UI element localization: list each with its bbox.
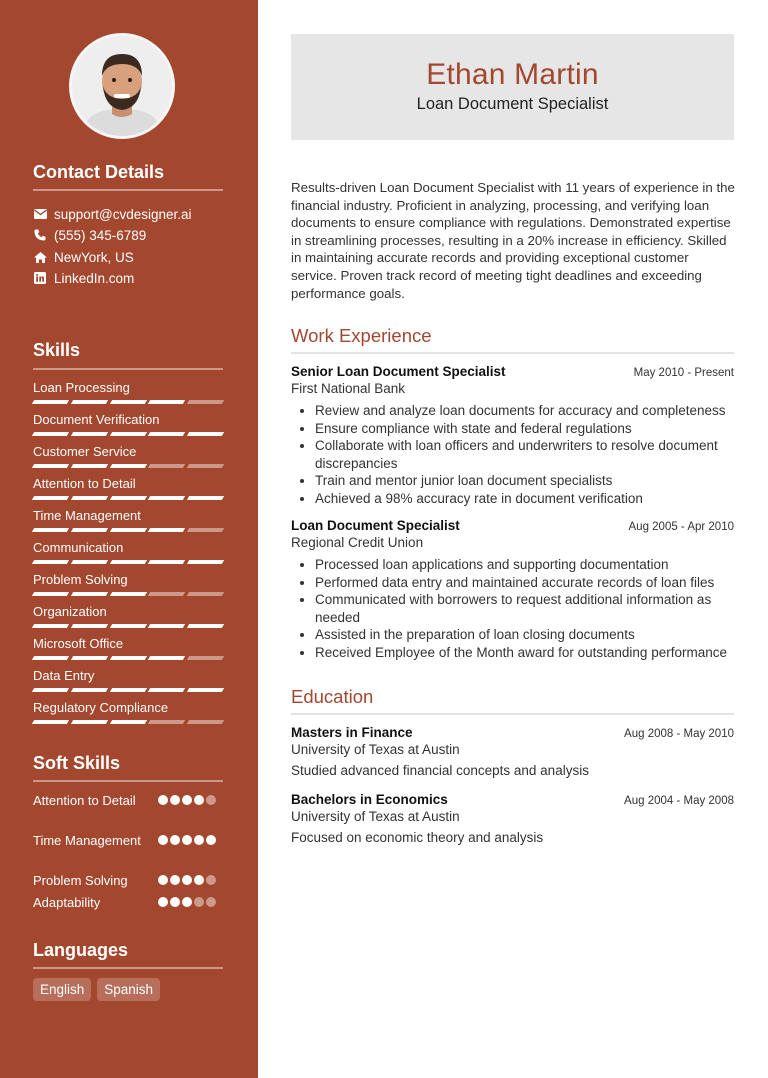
skill-level-segment xyxy=(71,624,108,628)
divider xyxy=(33,967,223,969)
soft-skill-rating xyxy=(158,875,218,885)
skill-level-segment xyxy=(71,464,108,468)
soft-skill-rating xyxy=(158,835,218,845)
languages-heading: Languages xyxy=(33,940,129,960)
linkedin-icon xyxy=(33,271,47,285)
rating-dot xyxy=(158,897,168,907)
divider xyxy=(33,780,223,782)
skills-heading: Skills xyxy=(33,340,81,360)
skill-level-segment xyxy=(109,464,146,468)
soft-skill-name: Attention to Detail xyxy=(33,793,136,808)
rating-dot xyxy=(182,795,192,805)
rating-dot xyxy=(170,795,180,805)
skill-level-segment xyxy=(32,624,69,628)
rating-dot xyxy=(194,875,204,885)
skill-level-segment xyxy=(187,592,224,596)
skill-level-bar xyxy=(33,464,223,468)
skill-item xyxy=(33,380,223,404)
skill-level-segment xyxy=(187,656,224,660)
school-name: University of Texas at Austin xyxy=(291,809,460,824)
skill-item xyxy=(33,508,223,532)
skill-level-segment xyxy=(187,720,224,724)
job-bullet: • Received Employee of the Month award for outstanding performance xyxy=(315,644,734,662)
skill-level-segment xyxy=(148,400,185,404)
skill-level-segment xyxy=(71,560,108,564)
contact-phone[interactable] xyxy=(33,226,146,244)
rating-dot xyxy=(206,835,216,845)
rating-dot xyxy=(170,835,180,845)
soft-skill-name: Adaptability xyxy=(33,895,101,910)
skill-level-segment xyxy=(187,528,224,532)
rating-dot xyxy=(194,835,204,845)
rating-dot xyxy=(182,897,192,907)
skill-name: Attention to Detail xyxy=(33,476,136,491)
skill-level-segment xyxy=(32,592,69,596)
skill-level-segment xyxy=(187,496,224,500)
job-bullets xyxy=(291,556,734,662)
soft-skill-rating xyxy=(158,897,218,907)
skill-level-segment xyxy=(32,432,69,436)
skill-name: Customer Service xyxy=(33,444,137,459)
skill-level-segment xyxy=(109,720,146,724)
education-entry xyxy=(291,725,734,778)
contact-linkedin-text: LinkedIn.com xyxy=(54,270,135,286)
skill-level-segment xyxy=(32,560,69,564)
skill-name: Loan Processing xyxy=(33,380,130,395)
skill-item xyxy=(33,540,223,564)
skill-level-bar xyxy=(33,432,223,436)
skill-level-segment xyxy=(148,592,185,596)
degree-title: Masters in Finance xyxy=(291,725,413,740)
job-title: Loan Document Specialist xyxy=(291,518,460,533)
skill-item xyxy=(33,700,223,724)
skill-level-segment xyxy=(109,688,146,692)
skill-level-bar xyxy=(33,656,223,660)
skill-name: Data Entry xyxy=(33,668,95,683)
education-entry xyxy=(291,792,734,845)
rating-dot xyxy=(194,897,204,907)
phone-icon xyxy=(33,228,47,242)
job-bullet: • Train and mentor junior loan document specialists xyxy=(315,472,734,490)
skill-level-segment xyxy=(148,496,185,500)
skill-level-segment xyxy=(71,528,108,532)
skill-name: Communication xyxy=(33,540,124,555)
skill-level-segment xyxy=(148,560,185,564)
job-title: Senior Loan Document Specialist xyxy=(291,364,506,379)
skill-level-segment xyxy=(32,464,69,468)
skill-level-segment xyxy=(109,624,146,628)
skill-level-segment xyxy=(187,560,224,564)
job-bullet: • Review and analyze loan documents for accuracy and completeness xyxy=(315,402,734,420)
skill-name: Problem Solving xyxy=(33,572,128,587)
job-bullets xyxy=(291,402,734,508)
skill-level-segment xyxy=(187,464,224,468)
contact-phone-text: (555) 345-6789 xyxy=(54,227,147,243)
job-entry xyxy=(291,364,734,508)
skill-level-segment xyxy=(148,432,185,436)
job-bullet: • Ensure compliance with state and federal regulations xyxy=(315,420,734,438)
education-description: Studied advanced financial concepts and analysis xyxy=(291,763,589,778)
skill-item xyxy=(33,444,223,468)
skill-level-segment xyxy=(32,528,69,532)
skill-level-segment xyxy=(71,432,108,436)
resume-header xyxy=(291,34,734,140)
skill-level-segment xyxy=(109,400,146,404)
education-heading: Education xyxy=(291,686,374,707)
work-experience-heading: Work Experience xyxy=(291,325,432,346)
skill-name: Organization xyxy=(33,604,107,619)
contact-details-heading: Contact Details xyxy=(33,162,165,182)
skill-level-segment xyxy=(109,656,146,660)
candidate-role: Loan Document Specialist xyxy=(416,95,609,113)
job-dates: May 2010 - Present xyxy=(633,367,734,379)
rating-dot xyxy=(206,795,216,805)
language-chip: Spanish xyxy=(97,978,160,1001)
skill-level-bar xyxy=(33,560,223,564)
skill-name: Regulatory Compliance xyxy=(33,700,169,715)
language-chip: English xyxy=(33,978,91,1001)
skill-level-segment xyxy=(32,720,69,724)
rating-dot xyxy=(158,875,168,885)
sidebar xyxy=(0,0,258,1078)
avatar xyxy=(69,33,175,139)
rating-dot xyxy=(182,835,192,845)
professional-summary: Results-driven Loan Document Specialist with 11 years of experience in the financial industry. Proficient in analyzing, processing, and verifying loan documents to ensure compliance with regulations. Demonstrated expertise in streamlining processes, resulting in a 20% increase in efficiency. Skilled in maintaining accurate records and providing exceptional customer service. Proven track record of meeting tight deadlines and exceeding performance goals. xyxy=(291,180,735,301)
skill-name: Document Verification xyxy=(33,412,160,427)
rating-dot xyxy=(182,875,192,885)
envelope-icon xyxy=(33,207,47,221)
divider xyxy=(33,189,223,191)
job-bullet: • Achieved a 98% accuracy rate in document verification xyxy=(315,490,734,508)
degree-title: Bachelors in Economics xyxy=(291,792,448,807)
soft-skills-heading: Soft Skills xyxy=(33,753,121,773)
skill-level-segment xyxy=(148,528,185,532)
skill-level-segment xyxy=(32,400,69,404)
skill-level-segment xyxy=(148,624,185,628)
skill-level-segment xyxy=(32,496,69,500)
skill-name: Time Management xyxy=(33,508,141,523)
job-entry xyxy=(291,518,734,662)
skill-name: Microsoft Office xyxy=(33,636,124,651)
skill-level-segment xyxy=(71,592,108,596)
rating-dot xyxy=(206,897,216,907)
skill-level-segment xyxy=(187,624,224,628)
skill-item xyxy=(33,636,223,660)
job-company: First National Bank xyxy=(291,381,406,396)
contact-location xyxy=(33,248,134,266)
skill-level-segment xyxy=(71,688,108,692)
skill-level-segment xyxy=(109,560,146,564)
skill-item xyxy=(33,604,223,628)
skill-level-segment xyxy=(71,720,108,724)
skill-level-segment xyxy=(109,528,146,532)
skill-item xyxy=(33,476,223,500)
school-name: University of Texas at Austin xyxy=(291,742,460,757)
soft-skill-rating xyxy=(158,795,218,805)
job-bullet: • Performed data entry and maintained accurate records of loan files xyxy=(315,574,734,592)
skill-level-segment xyxy=(109,496,146,500)
skill-level-segment xyxy=(148,656,185,660)
contact-email-text: support@cvdesigner.ai xyxy=(54,206,192,222)
skill-level-segment xyxy=(32,688,69,692)
job-dates: Aug 2005 - Apr 2010 xyxy=(628,521,734,533)
skill-level-segment xyxy=(71,496,108,500)
skill-level-segment xyxy=(109,592,146,596)
skill-item xyxy=(33,572,223,596)
divider xyxy=(291,352,734,354)
skill-level-segment xyxy=(148,688,185,692)
profile-photo xyxy=(72,36,172,136)
rating-dot xyxy=(158,835,168,845)
skill-item xyxy=(33,412,223,436)
skill-level-segment xyxy=(109,432,146,436)
languages-list xyxy=(33,978,160,1001)
rating-dot xyxy=(170,897,180,907)
contact-location-text: NewYork, US xyxy=(54,249,134,265)
skill-level-bar xyxy=(33,688,223,692)
education-dates: Aug 2008 - May 2010 xyxy=(624,728,734,740)
skill-item xyxy=(33,668,223,692)
job-company: Regional Credit Union xyxy=(291,535,424,550)
home-icon xyxy=(33,250,47,264)
rating-dot xyxy=(206,875,216,885)
skill-level-bar xyxy=(33,528,223,532)
skill-level-segment xyxy=(187,400,224,404)
job-bullet: • Processed loan applications and supporting documentation xyxy=(315,556,734,574)
skill-level-bar xyxy=(33,592,223,596)
divider xyxy=(33,368,223,370)
job-bullet: • Collaborate with loan officers and underwriters to resolve document discrepancies xyxy=(315,437,734,472)
education-dates: Aug 2004 - May 2008 xyxy=(624,795,734,807)
skill-level-segment xyxy=(148,464,185,468)
skill-level-segment xyxy=(148,720,185,724)
skill-level-segment xyxy=(71,400,108,404)
contact-linkedin[interactable] xyxy=(33,269,134,287)
skill-level-segment xyxy=(71,656,108,660)
job-bullet: • Communicated with borrowers to request additional information as needed xyxy=(315,591,734,626)
skill-level-segment xyxy=(187,432,224,436)
skill-level-bar xyxy=(33,624,223,628)
rating-dot xyxy=(194,795,204,805)
skill-level-segment xyxy=(32,656,69,660)
skill-level-bar xyxy=(33,400,223,404)
rating-dot xyxy=(170,875,180,885)
skill-level-bar xyxy=(33,496,223,500)
skill-level-segment xyxy=(187,688,224,692)
contact-email[interactable] xyxy=(33,205,192,223)
soft-skill-name: Problem Solving xyxy=(33,873,128,888)
rating-dot xyxy=(158,795,168,805)
job-bullet: • Assisted in the preparation of loan closing documents xyxy=(315,626,734,644)
education-description: Focused on economic theory and analysis xyxy=(291,830,544,845)
divider xyxy=(291,713,734,715)
skill-level-bar xyxy=(33,720,223,724)
candidate-name: Ethan Martin xyxy=(426,58,599,91)
soft-skill-name: Time Management xyxy=(33,833,141,848)
